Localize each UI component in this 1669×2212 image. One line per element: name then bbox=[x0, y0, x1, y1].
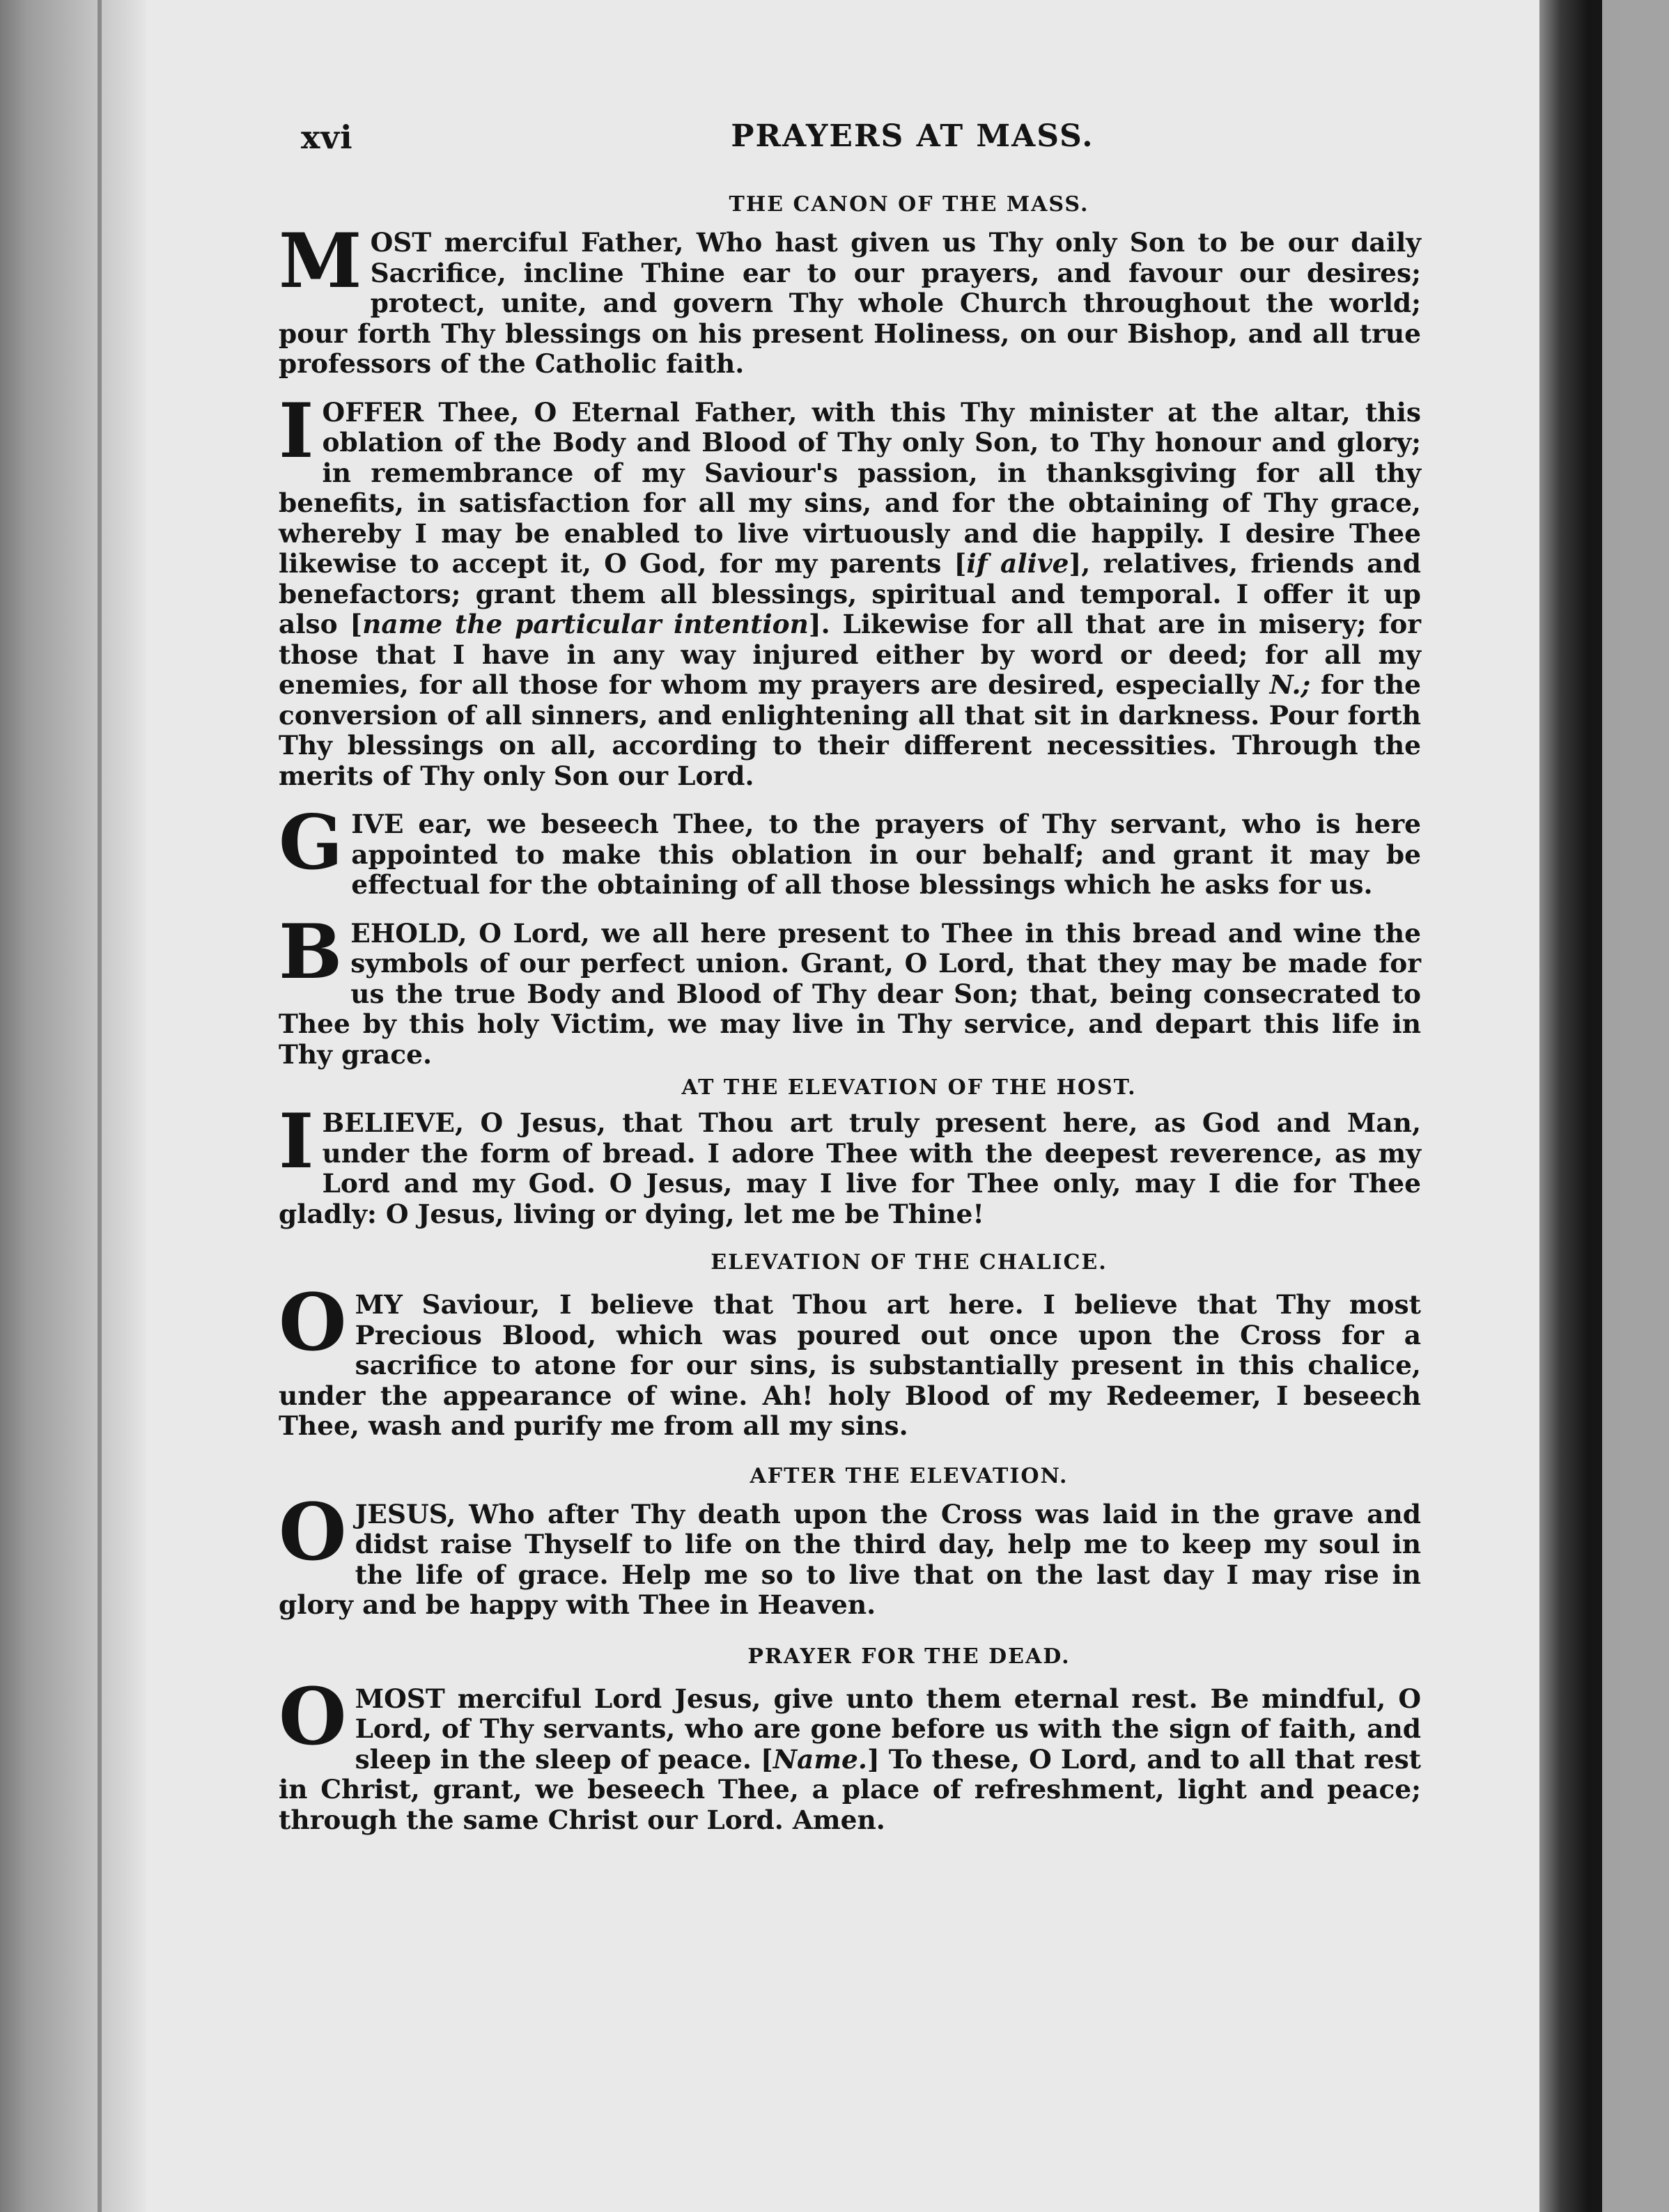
book-page bbox=[279, 118, 1421, 1853]
prayer-o-jesus bbox=[279, 1486, 1421, 1621]
section-heading-after-elevation: AFTER THE ELEVATION. bbox=[750, 1463, 1069, 1488]
prayer-give-ear bbox=[279, 799, 1421, 901]
drop-cap: O bbox=[279, 1671, 347, 1763]
prayer-body: ]. Likewise for all that are in misery; for those that I have in any way injured either by word or deed; for all my enemies, for all those for whom my prayers are desired, especially bbox=[279, 609, 1421, 700]
drop-cap: M bbox=[279, 217, 362, 305]
running-head: PRAYERS AT MASS. bbox=[731, 118, 1094, 154]
prayer-body: ] To these, O Lord, and to all that rest in Christ, grant, we beseech Thee, a place of refreshment, light and peace; through the same Christ our Lord. Amen. bbox=[279, 1743, 1421, 1835]
lead-word: EHOLD, bbox=[350, 917, 467, 949]
page-number: xvi bbox=[301, 118, 353, 156]
prayer-i-believe bbox=[279, 1098, 1421, 1229]
prayer-text bbox=[279, 799, 1421, 901]
prayer-o-my-saviour bbox=[279, 1277, 1421, 1442]
lead-word: JESUS, bbox=[355, 1498, 456, 1529]
prayer-text bbox=[279, 387, 1421, 792]
rubric-italic: name the particular intention bbox=[362, 609, 809, 639]
lead-word: OST bbox=[370, 227, 432, 258]
lead-word: IVE bbox=[351, 809, 404, 839]
lead-word: MOST bbox=[355, 1683, 445, 1714]
prayer-body: merciful Father, Who hast given us Thy only Son to be our daily Sacrifice, incline Thine ear to our prayers, and favour our desires; protect, unite, and govern Thy whole Church throughout the world; pour forth Thy blessings on his present Holiness, on our Bishop, and all true professors of the Catholic faith. bbox=[279, 227, 1421, 379]
drop-cap: O bbox=[279, 1277, 347, 1369]
drop-cap: I bbox=[279, 387, 314, 475]
prayer-body: Thee, O Eternal Father, with this Thy minister at the altar, this oblation of the Body and Blood of Thy only Son, to Thy honour and glory; in remembrance of my Saviour's passion, in thanksgiving for all thy benefits, in satisfaction for all my sins, and for the obtaining of Thy grace, whereby I may be enabled to live virtuously and die happily. I desire Thee likewise to accept it, O God, for my parents [ bbox=[279, 396, 1421, 579]
rubric-italic: Name. bbox=[773, 1743, 867, 1775]
prayer-body: ear, we beseech Thee, to the prayers of Thy servant, who is here appointed to make this oblation in our behalf; and grant it may be effectual for the obtaining of all those blessings which he asks for us. bbox=[351, 809, 1421, 900]
drop-cap: G bbox=[279, 799, 343, 887]
prayer-text bbox=[279, 217, 1421, 380]
prayer-text bbox=[279, 908, 1421, 1070]
rubric-italic: N.; bbox=[1269, 669, 1311, 700]
prayer-body: ], relatives, friends and benefactors; grant them all blessings, spiritual and temporal. I offer it up also [ bbox=[279, 548, 1421, 639]
prayer-body: Who after Thy death upon the Cross was laid in the grave and didst raise Thyself to life on the third day, help me to keep my soul in the life of grace. Help me so to live that on the last day I may rise in glory and be happy with Thee in Heaven. bbox=[279, 1498, 1421, 1620]
rubric-italic: if alive bbox=[966, 548, 1069, 579]
prayer-body: O Lord, we all here present to Thee in this bread and wine the symbols of our perfect union. Grant, O Lord, that they may be made for us the true Body and Blood of Thy dear Son; that, being consecrated to Thee by this holy Victim, we may live in Thy service, and depart this life in Thy grace. bbox=[279, 917, 1421, 1070]
scan-gutter-line bbox=[98, 0, 102, 2212]
section-heading-elevation-chalice: ELEVATION OF THE CHALICE. bbox=[711, 1250, 1108, 1275]
prayer-most-merciful-father bbox=[279, 217, 1421, 380]
lead-word: MY bbox=[355, 1289, 403, 1320]
prayer-text bbox=[279, 1486, 1421, 1621]
drop-cap: O bbox=[279, 1486, 347, 1578]
prayer-behold bbox=[279, 908, 1421, 1070]
drop-cap: B bbox=[279, 908, 343, 996]
prayer-o-most-merciful-lord bbox=[279, 1671, 1421, 1836]
drop-cap: I bbox=[279, 1098, 314, 1185]
prayer-body: O Jesus, that Thou art truly present here, as God and Man, under the form of bread. I adore Thee with the deepest reverence, as my Lord and my God. O Jesus, may I live for Thee only, may I die for Thee gladly: O Jesus, living or dying, let me be Thine! bbox=[279, 1107, 1421, 1229]
scan-left-shadow bbox=[0, 0, 146, 2212]
prayer-body: merciful Lord Jesus, give unto them eternal rest. Be mindful, O Lord, of Thy servants, who are gone before us with the sign of faith, and sleep in the sleep of peace. [ bbox=[355, 1683, 1421, 1775]
section-heading-elevation-host: AT THE ELEVATION OF THE HOST. bbox=[681, 1075, 1137, 1100]
prayer-i-offer-thee bbox=[279, 387, 1421, 792]
section-heading-prayer-for-dead: PRAYER FOR THE DEAD. bbox=[747, 1644, 1071, 1669]
prayer-text bbox=[279, 1671, 1421, 1836]
prayer-text bbox=[279, 1098, 1421, 1229]
prayer-body: Saviour, I believe that Thou art here. I believe that Thy most Precious Blood, which was poured out once upon the Cross for a sacrifice to atone for our sins, is substantially present in this chalice, under the appearance of wine. Ah! holy Blood of my Redeemer, I beseech Thee, wash and purify me from all my sins. bbox=[279, 1289, 1421, 1441]
lead-word: BELIEVE, bbox=[322, 1107, 465, 1138]
prayer-text bbox=[279, 1277, 1421, 1442]
scan-right-edge bbox=[1602, 0, 1669, 2212]
page-header bbox=[279, 118, 1421, 167]
lead-word: OFFER bbox=[322, 396, 424, 428]
section-heading-canon: THE CANON OF THE MASS. bbox=[729, 192, 1089, 217]
prayer-body: for the conversion of all sinners, and enlightening all that sit in darkness. Pour forth Thy blessings on all, according to their different necessities. Through the merits of Thy only Son our Lord. bbox=[279, 669, 1421, 791]
